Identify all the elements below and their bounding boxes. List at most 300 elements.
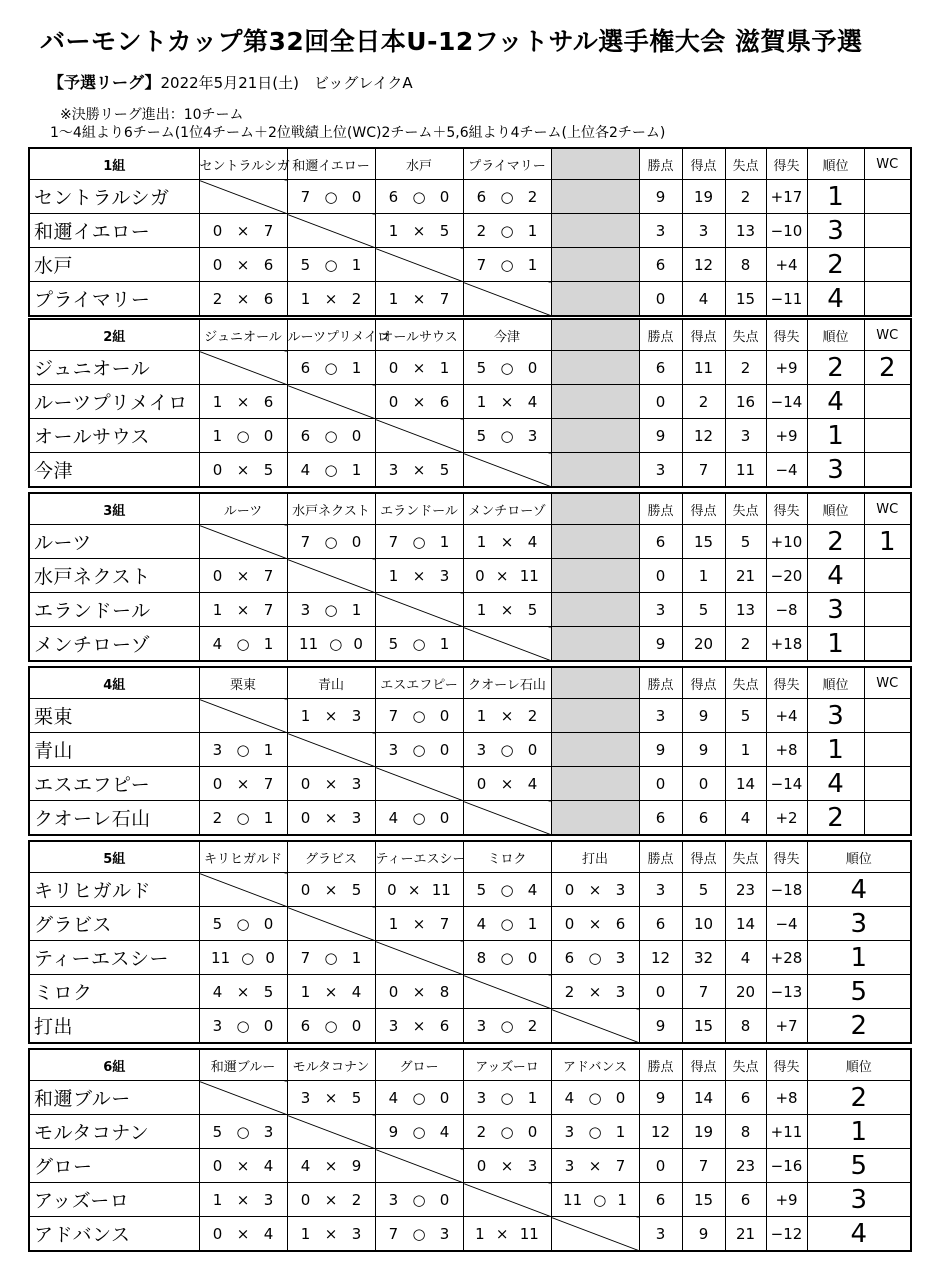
match-result	[375, 453, 463, 488]
result-mark: ×	[236, 1190, 250, 1209]
opponent-header: メンチローゾ	[463, 493, 551, 525]
team-row	[29, 525, 911, 559]
result-mark: ×	[500, 600, 514, 619]
score-against: 3	[527, 1156, 538, 1175]
group-table	[28, 147, 912, 317]
win-points: 6	[639, 801, 682, 836]
goals-against: 13	[725, 593, 766, 627]
score-against: 4	[263, 1224, 274, 1243]
result-mark: ×	[236, 600, 250, 619]
goals-against: 20	[725, 975, 766, 1009]
score	[376, 1225, 463, 1243]
score-against: 2	[527, 1016, 538, 1035]
score-for: 3	[476, 1088, 487, 1107]
score-for: 4	[388, 1088, 399, 1107]
score-for: 1	[300, 706, 311, 725]
match-result	[463, 1149, 551, 1183]
score-for: 2	[564, 982, 575, 1001]
score-against: 3	[351, 1224, 362, 1243]
win-points: 12	[639, 941, 682, 975]
result-mark: ×	[412, 221, 426, 240]
score	[464, 1017, 551, 1035]
match-result	[287, 248, 375, 282]
result-mark: ○	[236, 1016, 250, 1035]
unused-column	[551, 385, 639, 419]
score-against: 7	[263, 566, 274, 585]
score-for: 0	[300, 808, 311, 827]
stat-header: 順位	[807, 493, 864, 525]
unused-column	[551, 801, 639, 836]
score-for: 1	[388, 221, 399, 240]
win-points: 6	[639, 1183, 682, 1217]
result-mark: ×	[588, 880, 602, 899]
goal-difference: −11	[766, 282, 807, 317]
match-result	[375, 627, 463, 662]
goal-difference: +8	[766, 1081, 807, 1115]
score	[200, 601, 287, 619]
wildcard	[864, 385, 911, 419]
result-mark: ×	[500, 392, 514, 411]
rank: 4	[807, 282, 864, 317]
goals-against: 11	[725, 453, 766, 488]
unused-column	[551, 593, 639, 627]
team-name: モルタコナン	[29, 1115, 199, 1149]
result-mark: ×	[412, 982, 426, 1001]
opponent-header: 和邇イエロー	[287, 148, 375, 180]
result-mark: ○	[412, 532, 426, 551]
stat-header: 順位	[807, 667, 864, 699]
score	[288, 601, 375, 619]
score-against: 0	[263, 914, 274, 933]
stat-header: WC	[864, 493, 911, 525]
rank: 1	[807, 1115, 911, 1149]
score-against: 1	[617, 1190, 627, 1209]
score	[288, 256, 375, 274]
match-result	[463, 873, 551, 907]
team-name: ティーエスシー	[29, 941, 199, 975]
score-for: 1	[388, 914, 399, 933]
score-for: 1	[388, 566, 399, 585]
score-for: 9	[388, 1122, 399, 1141]
score	[376, 290, 463, 308]
rank: 1	[807, 941, 911, 975]
self-match-cell	[463, 627, 551, 662]
match-result	[375, 351, 463, 385]
score-against: 3	[351, 706, 362, 725]
score-against: 3	[263, 1122, 274, 1141]
match-result	[463, 593, 551, 627]
self-match-cell	[375, 419, 463, 453]
score	[200, 1157, 287, 1175]
team-name: 和邇イエロー	[29, 214, 199, 248]
goals-for: 19	[682, 1115, 725, 1149]
score-for: 3	[388, 460, 399, 479]
score-for: 1	[212, 426, 223, 445]
score	[464, 393, 551, 411]
score	[288, 1157, 375, 1175]
match-result	[463, 248, 551, 282]
score-for: 6	[300, 358, 311, 377]
goals-against: 6	[725, 1183, 766, 1217]
rank: 1	[807, 627, 864, 662]
self-match-cell	[551, 1217, 639, 1252]
score	[200, 393, 287, 411]
unused-column	[551, 627, 639, 662]
result-mark: ○	[324, 532, 338, 551]
score	[464, 775, 551, 793]
score	[464, 567, 551, 585]
stat-header: 勝点	[639, 319, 682, 351]
team-name: エスエフピー	[29, 767, 199, 801]
result-mark: ×	[588, 982, 602, 1001]
team-name: オールサウス	[29, 419, 199, 453]
goal-difference: +9	[766, 1183, 807, 1217]
result-mark: ○	[324, 600, 338, 619]
result-mark: ×	[236, 255, 250, 274]
rank: 2	[807, 1081, 911, 1115]
group-header-row	[29, 319, 911, 351]
goals-for: 11	[682, 351, 725, 385]
score-for: 0	[212, 1224, 223, 1243]
team-row	[29, 941, 911, 975]
goals-against: 4	[725, 941, 766, 975]
result-mark: ○	[500, 187, 514, 206]
match-result	[375, 907, 463, 941]
score	[464, 533, 551, 551]
score-against: 3	[351, 774, 362, 793]
team-name: メンチローゾ	[29, 627, 199, 662]
opponent-header: 水戸	[375, 148, 463, 180]
stat-header: 得失	[766, 841, 807, 873]
score	[464, 741, 551, 759]
goals-for: 14	[682, 1081, 725, 1115]
self-match-cell	[463, 1183, 551, 1217]
match-result	[463, 180, 551, 214]
score	[288, 359, 375, 377]
result-mark: ×	[412, 358, 426, 377]
self-match-cell	[287, 214, 375, 248]
match-result	[463, 419, 551, 453]
score-for: 0	[388, 358, 399, 377]
match-result	[463, 1217, 551, 1252]
match-result	[287, 419, 375, 453]
goals-for: 4	[682, 282, 725, 317]
score	[552, 1089, 639, 1107]
team-name: ルーツプリメイロ	[29, 385, 199, 419]
team-name: グラビス	[29, 907, 199, 941]
score-for: 6	[388, 187, 399, 206]
result-mark: ○	[324, 255, 338, 274]
score	[376, 1191, 463, 1209]
score-for: 5	[388, 634, 399, 653]
result-mark: ×	[588, 914, 602, 933]
score	[200, 809, 287, 827]
score	[288, 290, 375, 308]
match-result	[199, 1009, 287, 1044]
score-against: 5	[439, 221, 450, 240]
stat-header: 得点	[682, 841, 725, 873]
match-result	[287, 453, 375, 488]
score	[376, 983, 463, 1001]
goals-against: 16	[725, 385, 766, 419]
goals-against: 14	[725, 767, 766, 801]
score	[288, 533, 375, 551]
result-mark: ○	[500, 1122, 514, 1141]
goals-against: 2	[725, 627, 766, 662]
goals-against: 13	[725, 214, 766, 248]
score-against: 0	[439, 1088, 450, 1107]
match-result	[375, 1081, 463, 1115]
score	[376, 915, 463, 933]
match-result	[199, 975, 287, 1009]
match-result	[199, 248, 287, 282]
win-points: 3	[639, 593, 682, 627]
match-result	[375, 525, 463, 559]
goals-against: 1	[725, 733, 766, 767]
score-against: 1	[527, 221, 538, 240]
score-against: 6	[263, 255, 274, 274]
result-mark: ○	[593, 1190, 607, 1209]
wildcard	[864, 801, 911, 836]
result-mark: ○	[412, 1122, 426, 1141]
score-for: 11	[211, 948, 231, 967]
page-title: バーモントカップ第32回全日本U-12フットサル選手権大会 滋賀県予選	[40, 27, 863, 56]
match-result	[199, 801, 287, 836]
unused-column	[551, 319, 639, 351]
goals-against: 8	[725, 1115, 766, 1149]
goals-for: 32	[682, 941, 725, 975]
score-for: 2	[212, 808, 223, 827]
group-name: 4組	[29, 667, 199, 699]
score-against: 1	[263, 634, 274, 653]
result-mark: ○	[412, 634, 426, 653]
goal-difference: +2	[766, 801, 807, 836]
score-for: 4	[300, 460, 311, 479]
score-against: 7	[263, 221, 274, 240]
rank: 3	[807, 453, 864, 488]
goal-difference: +9	[766, 419, 807, 453]
score-against: 6	[439, 392, 450, 411]
team-name: 打出	[29, 1009, 199, 1044]
self-match-cell	[287, 733, 375, 767]
score-for: 0	[212, 1156, 223, 1175]
rank: 1	[807, 733, 864, 767]
match-result	[463, 767, 551, 801]
match-result	[463, 699, 551, 733]
score	[200, 290, 287, 308]
wildcard	[864, 214, 911, 248]
stat-header: 得失	[766, 319, 807, 351]
match-result	[199, 1149, 287, 1183]
goals-for: 7	[682, 453, 725, 488]
wildcard: 2	[864, 351, 911, 385]
wildcard	[864, 559, 911, 593]
result-mark: ○	[236, 808, 250, 827]
score-for: 4	[564, 1088, 575, 1107]
group-header-row	[29, 1049, 911, 1081]
win-points: 0	[639, 385, 682, 419]
team-name: グロー	[29, 1149, 199, 1183]
score-against: 8	[439, 982, 450, 1001]
match-result	[287, 282, 375, 317]
team-row	[29, 627, 911, 662]
win-points: 9	[639, 733, 682, 767]
rank: 3	[807, 907, 911, 941]
goals-against: 4	[725, 801, 766, 836]
team-name: セントラルシガ	[29, 180, 199, 214]
wildcard	[864, 593, 911, 627]
team-row	[29, 1183, 911, 1217]
win-points: 3	[639, 453, 682, 488]
wildcard	[864, 419, 911, 453]
score-for: 5	[212, 914, 223, 933]
result-mark: ×	[500, 1156, 514, 1175]
win-points: 6	[639, 248, 682, 282]
goals-for: 5	[682, 593, 725, 627]
team-name: キリヒガルド	[29, 873, 199, 907]
score-for: 11	[563, 1190, 583, 1209]
goals-against: 2	[725, 351, 766, 385]
match-result	[287, 593, 375, 627]
match-result	[463, 941, 551, 975]
score	[200, 983, 287, 1001]
score-for: 0	[212, 460, 223, 479]
score-against: 1	[263, 808, 274, 827]
score	[288, 949, 375, 967]
goals-for: 15	[682, 525, 725, 559]
match-result	[199, 282, 287, 317]
result-mark: ×	[324, 1190, 338, 1209]
wildcard	[864, 282, 911, 317]
score	[464, 1123, 551, 1141]
score-against: 6	[263, 392, 274, 411]
score-for: 0	[476, 1156, 487, 1175]
team-row	[29, 873, 911, 907]
team-name: アドバンス	[29, 1217, 199, 1252]
unused-column	[551, 525, 639, 559]
group-header-row	[29, 148, 911, 180]
score	[200, 256, 287, 274]
score-for: 0	[300, 1190, 311, 1209]
score	[376, 567, 463, 585]
score-for: 2	[476, 221, 487, 240]
score	[288, 427, 375, 445]
match-result	[375, 801, 463, 836]
result-mark: ×	[407, 880, 421, 899]
group-table	[28, 1048, 912, 1252]
match-result	[375, 214, 463, 248]
score-for: 4	[476, 914, 487, 933]
match-result	[199, 733, 287, 767]
score	[288, 775, 375, 793]
team-row	[29, 1009, 911, 1044]
result-mark: ×	[588, 1156, 602, 1175]
score	[376, 635, 463, 653]
team-name: ミロク	[29, 975, 199, 1009]
result-mark: ×	[500, 774, 514, 793]
unused-column	[551, 419, 639, 453]
result-mark: ×	[236, 289, 250, 308]
score	[376, 188, 463, 206]
score	[376, 222, 463, 240]
opponent-header: クオーレ石山	[463, 667, 551, 699]
win-points: 0	[639, 559, 682, 593]
team-row	[29, 975, 911, 1009]
match-result	[287, 975, 375, 1009]
win-points: 6	[639, 351, 682, 385]
result-mark: ×	[236, 1156, 250, 1175]
result-mark: ○	[588, 1088, 602, 1107]
wildcard	[864, 180, 911, 214]
result-mark: ○	[412, 706, 426, 725]
score	[200, 427, 287, 445]
result-mark: ○	[500, 1016, 514, 1035]
match-result	[199, 559, 287, 593]
score-for: 0	[387, 880, 397, 899]
rank: 4	[807, 559, 864, 593]
score-for: 0	[212, 221, 223, 240]
match-result	[375, 1217, 463, 1252]
team-row	[29, 351, 911, 385]
goals-for: 1	[682, 559, 725, 593]
score	[376, 1089, 463, 1107]
score-for: 1	[388, 289, 399, 308]
result-mark: ×	[236, 774, 250, 793]
rank: 1	[807, 419, 864, 453]
goal-difference: −10	[766, 214, 807, 248]
result-mark: ○	[236, 426, 250, 445]
group-header-row	[29, 667, 911, 699]
result-mark: ○	[412, 740, 426, 759]
score-against: 0	[351, 1016, 362, 1035]
match-result	[463, 1009, 551, 1044]
self-match-cell	[463, 453, 551, 488]
self-match-cell	[375, 593, 463, 627]
goals-against: 23	[725, 1149, 766, 1183]
score-for: 3	[388, 1190, 399, 1209]
score	[464, 427, 551, 445]
stat-header: 得点	[682, 493, 725, 525]
score-against: 9	[351, 1156, 362, 1175]
score-against: 0	[353, 634, 363, 653]
score-for: 5	[476, 358, 487, 377]
score-against: 0	[439, 706, 450, 725]
match-result	[463, 351, 551, 385]
note-criteria: 1～4組より6チーム(1位4チーム＋2位戦績上位(WC)2チーム＋5,6組より4チーム(上位各2チーム)	[50, 125, 666, 141]
score-for: 6	[564, 948, 575, 967]
team-row	[29, 214, 911, 248]
match-result	[199, 1183, 287, 1217]
score	[464, 1089, 551, 1107]
score-against: 1	[527, 1088, 538, 1107]
goals-for: 19	[682, 180, 725, 214]
self-match-cell	[287, 907, 375, 941]
unused-column	[551, 180, 639, 214]
match-result	[287, 1149, 375, 1183]
opponent-header: グロー	[375, 1049, 463, 1081]
score	[288, 1017, 375, 1035]
team-name: 栗東	[29, 699, 199, 733]
match-result	[199, 385, 287, 419]
match-result	[375, 1009, 463, 1044]
score-for: 1	[476, 392, 487, 411]
match-result	[551, 1149, 639, 1183]
self-match-cell	[199, 1081, 287, 1115]
score-for: 3	[212, 740, 223, 759]
result-mark: ×	[324, 774, 338, 793]
stat-header: WC	[864, 319, 911, 351]
goal-difference: +9	[766, 351, 807, 385]
